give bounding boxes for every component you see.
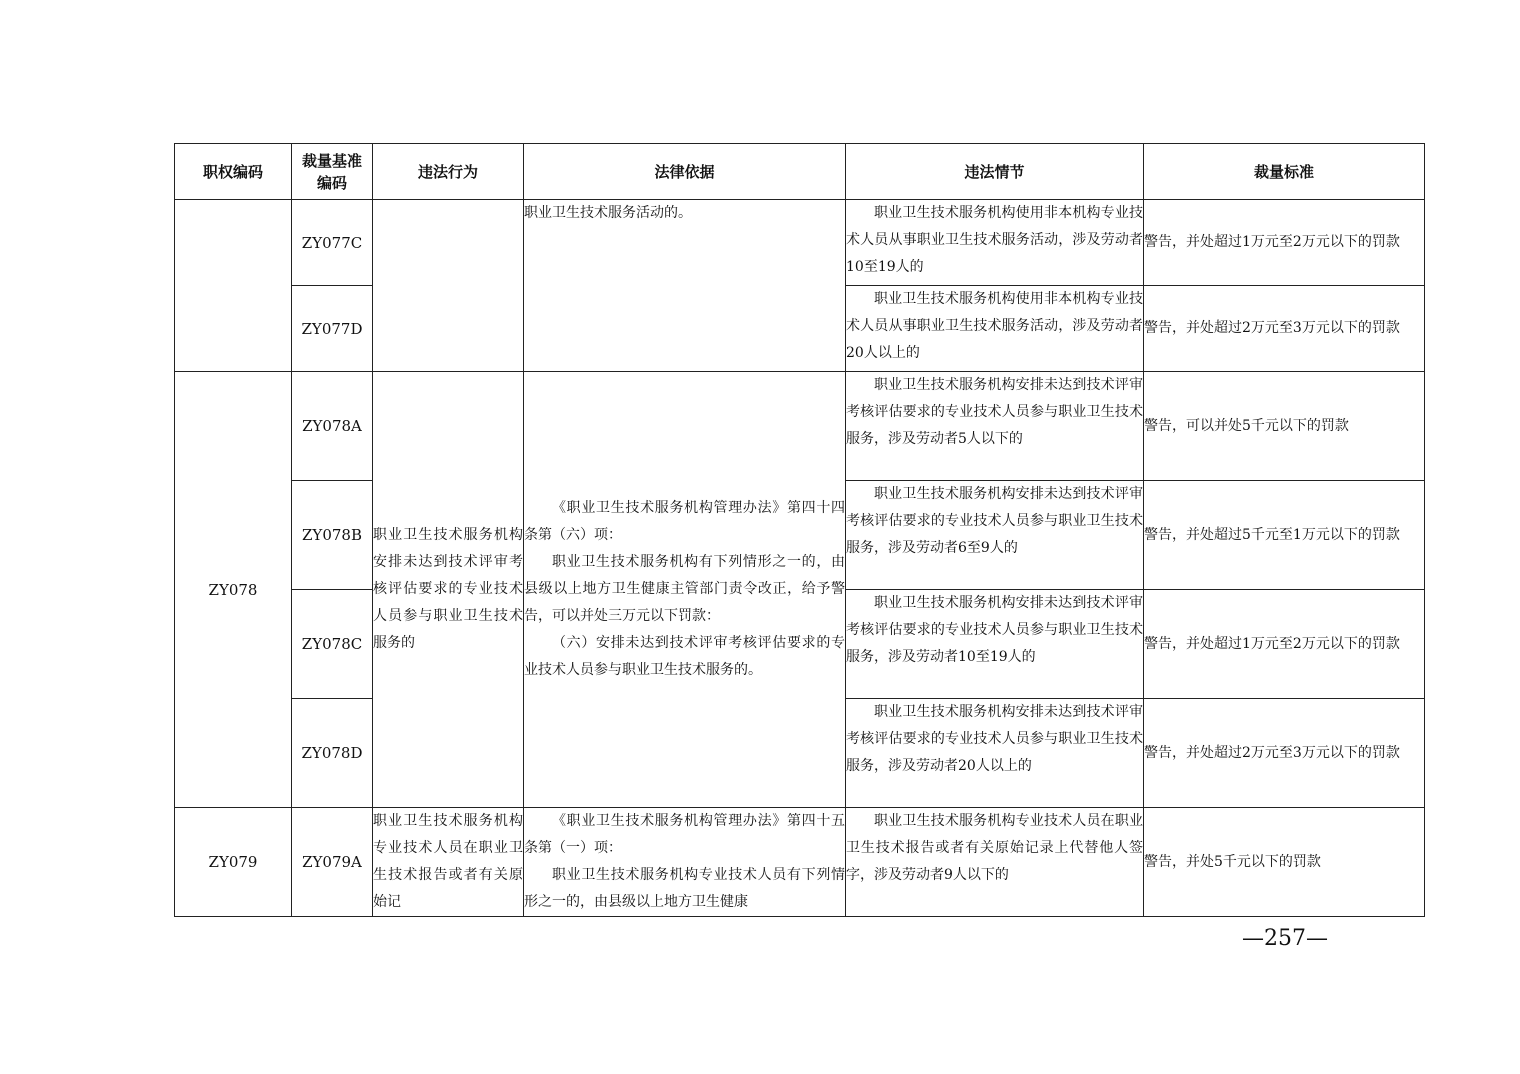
- violation-cell: [373, 200, 524, 372]
- authority-code-cell: ZY079: [175, 808, 292, 917]
- table-row: [175, 200, 1425, 286]
- circumstance-cell: 职业卫生技术服务机构使用非本机构专业技术人员从事职业卫生技术服务活动，涉及劳动者20人以上的: [846, 286, 1144, 372]
- benchmark-code-cell: ZY078C: [292, 590, 373, 699]
- circumstance-cell: 职业卫生技术服务机构安排未达到技术评审考核评估要求的专业技术人员参与职业卫生技术服务，涉及劳动者5人以下的: [846, 372, 1144, 481]
- penalty-standards-table: [174, 143, 1425, 917]
- legal-basis-cell: [524, 372, 846, 808]
- violation-cell: 职业卫生技术服务机构安排未达到技术评审考核评估要求的专业技术人员参与职业卫生技术服务的: [373, 372, 524, 808]
- benchmark-code-cell: ZY078A: [292, 372, 373, 481]
- header-legal-basis: 法律依据: [524, 144, 846, 200]
- standard-cell: 警告，并处超过5千元至1万元以下的罚款: [1144, 481, 1425, 590]
- standard-cell: 警告，并处超过2万元至3万元以下的罚款: [1144, 699, 1425, 808]
- standard-cell: 警告，可以并处5千元以下的罚款: [1144, 372, 1425, 481]
- benchmark-code-cell: ZY077C: [292, 200, 373, 286]
- circumstance-cell: 职业卫生技术服务机构专业技术人员在职业卫生技术报告或者有关原始记录上代替他人签字，涉及劳动者9人以下的: [846, 808, 1144, 917]
- header-authority-code: 职权编码: [175, 144, 292, 200]
- authority-code-cell: [175, 200, 292, 372]
- benchmark-code-cell: ZY078B: [292, 481, 373, 590]
- table-row: [175, 372, 1425, 481]
- legal-basis-paragraph: （六）安排未达到技术评审考核评估要求的专业技术人员参与职业卫生技术服务的。: [524, 635, 845, 678]
- circumstance-cell: 职业卫生技术服务机构安排未达到技术评审考核评估要求的专业技术人员参与职业卫生技术服务，涉及劳动者20人以上的: [846, 699, 1144, 808]
- standard-cell: 警告，并处超过2万元至3万元以下的罚款: [1144, 286, 1425, 372]
- header-violation: 违法行为: [373, 144, 524, 200]
- table-row: [175, 808, 1425, 917]
- header-benchmark-code: 裁量基准编码: [292, 144, 373, 200]
- legal-basis-paragraph: 《职业卫生技术服务机构管理办法》第四十五条第（一）项：: [524, 813, 845, 856]
- circumstance-cell: 职业卫生技术服务机构安排未达到技术评审考核评估要求的专业技术人员参与职业卫生技术服务，涉及劳动者6至9人的: [846, 481, 1144, 590]
- standard-cell: 警告，并处超过1万元至2万元以下的罚款: [1144, 200, 1425, 286]
- violation-cell: 职业卫生技术服务机构专业技术人员在职业卫生技术报告或者有关原始记: [373, 808, 524, 917]
- legal-basis-cell: [524, 200, 846, 372]
- table-header-row: [175, 144, 1425, 200]
- legal-basis-paragraph: 职业卫生技术服务活动的。: [524, 205, 692, 221]
- standard-cell: 警告，并处5千元以下的罚款: [1144, 808, 1425, 917]
- page-number: —257—: [1242, 926, 1328, 951]
- standard-cell: 警告，并处超过1万元至2万元以下的罚款: [1144, 590, 1425, 699]
- benchmark-code-cell: ZY077D: [292, 286, 373, 372]
- header-standard: 裁量标准: [1144, 144, 1425, 200]
- circumstance-cell: 职业卫生技术服务机构安排未达到技术评审考核评估要求的专业技术人员参与职业卫生技术服务，涉及劳动者10至19人的: [846, 590, 1144, 699]
- legal-basis-paragraph: 职业卫生技术服务机构专业技术人员有下列情形之一的，由县级以上地方卫生健康: [524, 867, 845, 910]
- authority-code-cell: ZY078: [175, 372, 292, 808]
- circumstance-cell: 职业卫生技术服务机构使用非本机构专业技术人员从事职业卫生技术服务活动，涉及劳动者10至19人的: [846, 200, 1144, 286]
- header-circumstance: 违法情节: [846, 144, 1144, 200]
- legal-basis-cell: [524, 808, 846, 917]
- legal-basis-paragraph: 《职业卫生技术服务机构管理办法》第四十四条第（六）项：: [524, 500, 845, 543]
- legal-basis-paragraph: 职业卫生技术服务机构有下列情形之一的，由县级以上地方卫生健康主管部门责令改正，给予警告，可以并处三万元以下罚款：: [524, 554, 845, 624]
- benchmark-code-cell: ZY078D: [292, 699, 373, 808]
- benchmark-code-cell: ZY079A: [292, 808, 373, 917]
